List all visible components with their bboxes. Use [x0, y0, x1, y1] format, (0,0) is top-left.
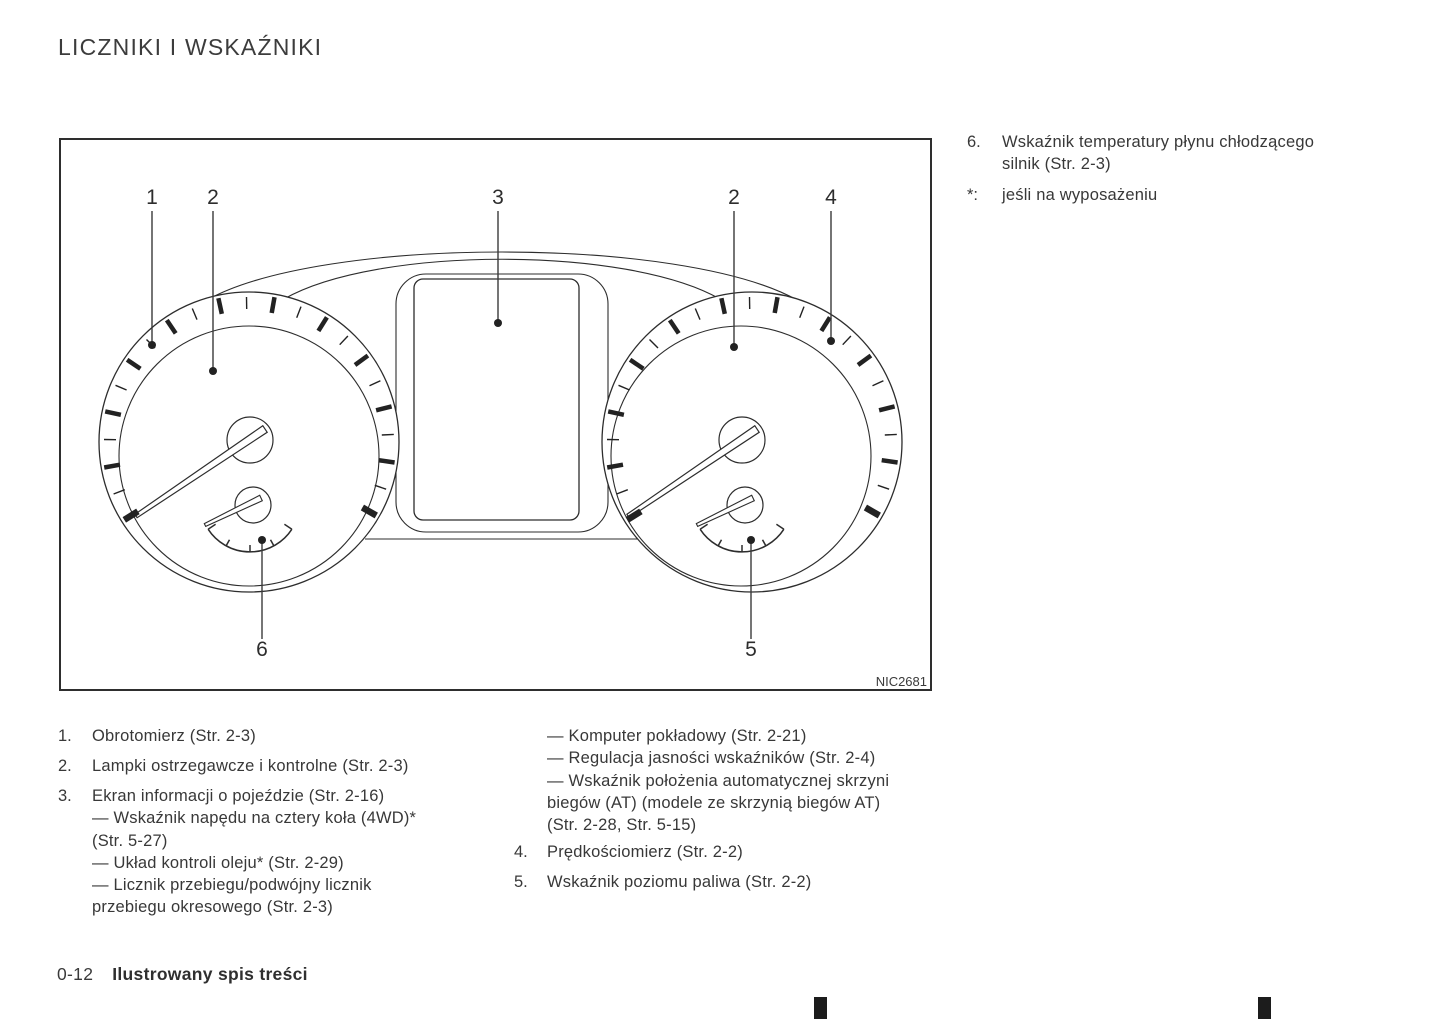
- legend-item-number: 3.: [58, 787, 72, 805]
- figure-image-code: NIC2681: [875, 674, 927, 689]
- speedometer-dial: [602, 292, 902, 592]
- legend-item: Wskaźnik poziomu paliwa (Str. 2-2): [547, 873, 812, 891]
- legend-item-continuation: — Komputer pokładowy (Str. 2-21) — Regulacja jasności wskaźników (Str. 2-4) — Wskaźnik położenia automatycznej skrzyni biegów (AT) (modele ze skrzynią biegów AT) (Str. 2-28, Str. 5-15): [547, 727, 890, 835]
- tachometer-dial: [99, 292, 399, 592]
- bleed-tab: [814, 997, 827, 1019]
- legend-item-number: 2.: [58, 757, 72, 775]
- callout-2-left-label: 2: [207, 186, 219, 209]
- legend-item: Prędkościomierz (Str. 2-2): [547, 843, 743, 861]
- legend-item: Obrotomierz (Str. 2-3): [92, 727, 256, 745]
- section-title: Ilustrowany spis treści: [112, 964, 308, 984]
- instrument-cluster-figure: [59, 138, 932, 691]
- callout-6-label: 6: [256, 638, 268, 661]
- callout-2-right-dot: [730, 343, 738, 351]
- callout-5-label: 5: [745, 638, 757, 661]
- bleed-tab: [1258, 997, 1271, 1019]
- callout-4-dot: [827, 337, 835, 345]
- note-marker: *:: [967, 186, 979, 204]
- callout-2-right-label: 2: [728, 186, 740, 209]
- callout-2-left-dot: [209, 367, 217, 375]
- callout-6-dot: [258, 536, 266, 544]
- legend-item: Ekran informacji o pojeździe (Str. 2-16) — Wskaźnik napędu na cztery koła (4WD)* (Str. 5-27) — Układ kontroli oleju* (Str. 2-29) — Licznik przebiegu/podwójny licznik przebiegu okresowego (Str. 2-3): [92, 787, 417, 917]
- note-item: Wskaźnik temperatury płynu chłodzącego silnik (Str. 2-3): [1002, 133, 1315, 174]
- note-item: jeśli na wyposażeniu: [1002, 186, 1158, 204]
- callout-5-dot: [747, 536, 755, 544]
- callout-3-dot: [494, 319, 502, 327]
- legend-item-number: 1.: [58, 727, 72, 745]
- callout-1-dot: [148, 341, 156, 349]
- info-display: [414, 279, 579, 520]
- callout-1-label: 1: [146, 186, 158, 209]
- speedometer-internals: [611, 326, 871, 586]
- legend-item: Lampki ostrzegawcze i kontrolne (Str. 2-3): [92, 757, 409, 775]
- note-marker: 6.: [967, 133, 981, 151]
- legend-item-number: 4.: [514, 843, 528, 861]
- cluster-diagram: [61, 140, 930, 689]
- callout-3-label: 3: [492, 186, 504, 209]
- callout-4-label: 4: [825, 186, 837, 209]
- legend-item-number: 5.: [514, 873, 528, 891]
- tachometer-internals: [119, 326, 379, 586]
- page-footer: [57, 964, 308, 985]
- page-number: 0-12: [57, 964, 94, 984]
- page-title: LICZNIKI I WSKAŹNIKI: [58, 34, 323, 60]
